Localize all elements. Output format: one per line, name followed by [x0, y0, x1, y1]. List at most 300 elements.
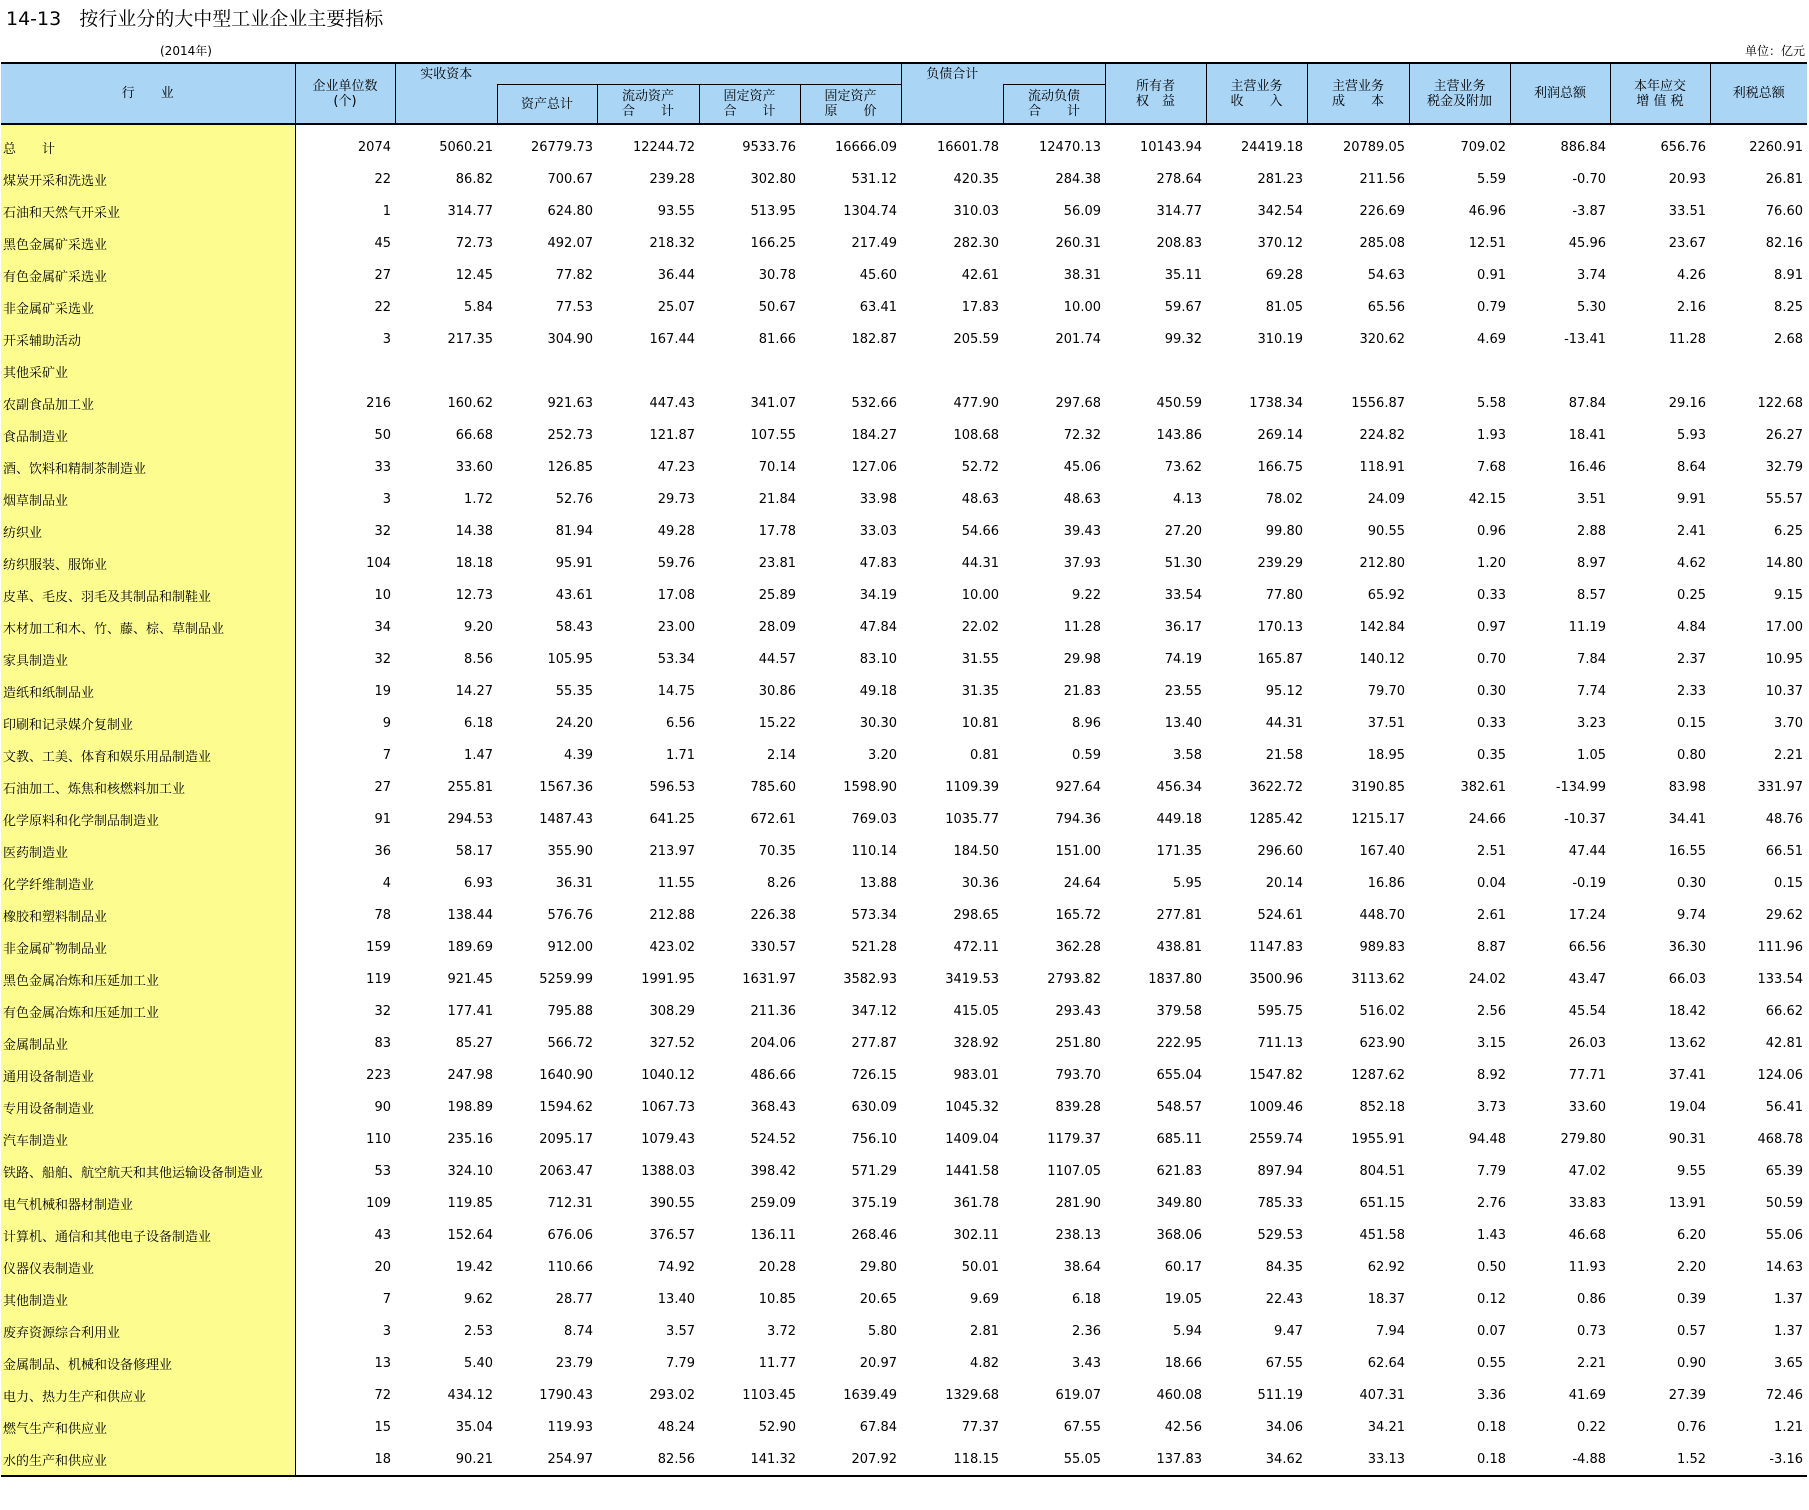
table-cell: 1991.95	[641, 971, 695, 987]
table-cell: 160.62	[447, 395, 493, 411]
table-cell: 839.28	[1055, 1099, 1101, 1115]
table-cell: 37.93	[1063, 555, 1101, 571]
table-row	[1, 1379, 1807, 1411]
table-cell: 297.68	[1055, 395, 1101, 411]
table-cell: 211.36	[750, 1003, 796, 1019]
table-row	[1, 451, 1807, 483]
table-cell: 3.58	[1173, 747, 1202, 763]
industry-name: 总 计	[1, 124, 295, 163]
header-cost: 主营业务 成 本	[1307, 63, 1409, 124]
table-cell: 79.70	[1367, 683, 1405, 699]
table-cell: 13.88	[859, 875, 897, 891]
table-cell: 22	[295, 163, 395, 195]
table-row	[1, 227, 1807, 259]
table-cell: 65.56	[1367, 299, 1405, 315]
table-cell: 5.80	[868, 1323, 897, 1339]
industry-name: 医药制造业	[1, 835, 295, 867]
table-cell: 36.44	[657, 267, 695, 283]
table-cell: 36.30	[1668, 939, 1706, 955]
table-cell: 2.21	[1577, 1355, 1606, 1371]
table-cell: 44.57	[758, 651, 796, 667]
table-cell: 50.01	[961, 1259, 999, 1275]
table-cell: 20.14	[1265, 875, 1303, 891]
table-cell: 27	[295, 771, 395, 803]
table-cell: 921.63	[547, 395, 593, 411]
table-cell: 70.35	[758, 843, 796, 859]
table-cell: 450.59	[1156, 395, 1202, 411]
table-cell: 1009.46	[1249, 1099, 1303, 1115]
table-cell: 77.82	[555, 267, 593, 283]
table-cell: 26779.73	[530, 139, 593, 155]
table-cell: 320.62	[1359, 331, 1405, 347]
table-cell: 48.24	[657, 1419, 695, 1435]
table-cell: 82.16	[1765, 235, 1803, 251]
table-cell: 9.22	[1072, 587, 1101, 603]
table-cell: 37.41	[1668, 1067, 1706, 1083]
table-cell: 95.12	[1265, 683, 1303, 699]
table-cell: 2095.17	[539, 1131, 593, 1147]
table-cell: 48.63	[1063, 491, 1101, 507]
table-cell: 24.66	[1468, 811, 1506, 827]
table-cell: 362.28	[1055, 939, 1101, 955]
indicators-table	[1, 62, 1807, 1477]
table-cell: 7	[295, 1283, 395, 1315]
industry-name: 酒、饮料和精制茶制造业	[1, 451, 295, 483]
table-cell: 655.04	[1156, 1067, 1202, 1083]
table-cell: 45.60	[859, 267, 897, 283]
table-cell: 7.74	[1577, 683, 1606, 699]
table-cell: 4.84	[1677, 619, 1706, 635]
table-cell: 13	[295, 1347, 395, 1379]
table-cell: 0.79	[1477, 299, 1506, 315]
table-cell: 1035.77	[945, 811, 999, 827]
table-cell: 531.12	[851, 171, 897, 187]
industry-name: 其他采矿业	[1, 355, 295, 387]
table-cell: 16601.78	[936, 139, 999, 155]
table-cell: 983.01	[953, 1067, 999, 1083]
table-cell: 726.15	[851, 1067, 897, 1083]
table-cell: 17.24	[1568, 907, 1606, 923]
table-cell: 119.85	[447, 1195, 493, 1211]
table-cell: 47.44	[1568, 843, 1606, 859]
table-cell: 6.93	[464, 875, 493, 891]
table-cell	[1206, 355, 1307, 387]
table-cell: 17.78	[758, 523, 796, 539]
table-cell: 9.91	[1677, 491, 1706, 507]
table-cell: 24419.18	[1240, 139, 1303, 155]
table-cell: 29.80	[859, 1259, 897, 1275]
table-row	[1, 1155, 1807, 1187]
table-cell: 415.05	[953, 1003, 999, 1019]
table-cell: 23.81	[758, 555, 796, 571]
table-cell: 10.85	[758, 1291, 796, 1307]
table-cell: 29.62	[1765, 907, 1803, 923]
table-cell: 42.15	[1468, 491, 1506, 507]
table-cell: 571.29	[851, 1163, 897, 1179]
table-row	[1, 1027, 1807, 1059]
table-cell: 19.42	[455, 1259, 493, 1275]
table-cell: 83.98	[1668, 779, 1706, 795]
table-cell: 308.29	[649, 1003, 695, 1019]
table-cell: 1790.43	[539, 1387, 593, 1403]
table-cell: 448.70	[1359, 907, 1405, 923]
table-cell: 10.95	[1765, 651, 1803, 667]
table-cell: 14.38	[455, 523, 493, 539]
table-row	[1, 771, 1807, 803]
table-cell: 5060.21	[439, 139, 493, 155]
industry-name: 黑色金属矿采选业	[1, 227, 295, 259]
table-cell: 47.84	[859, 619, 897, 635]
header-profit-tax: 利税总额	[1710, 63, 1807, 124]
table-row	[1, 899, 1807, 931]
table-cell: 46.96	[1468, 203, 1506, 219]
table-cell: 62.92	[1367, 1259, 1405, 1275]
table-cell: 81.05	[1265, 299, 1303, 315]
table-cell: 573.34	[851, 907, 897, 923]
table-cell: 785.60	[750, 779, 796, 795]
table-cell: 1631.97	[742, 971, 796, 987]
table-cell: 989.83	[1359, 939, 1405, 955]
industry-name: 纺织服装、服饰业	[1, 547, 295, 579]
table-cell: 55.06	[1765, 1227, 1803, 1243]
table-cell: 104	[295, 547, 395, 579]
table-cell: 1040.12	[641, 1067, 695, 1083]
table-cell: 282.30	[953, 235, 999, 251]
table-cell: 27.39	[1668, 1387, 1706, 1403]
table-cell: 10.37	[1765, 683, 1803, 699]
table-cell: 0.33	[1477, 715, 1506, 731]
table-cell: 43	[295, 1219, 395, 1251]
table-cell: 769.03	[851, 811, 897, 827]
table-cell: 205.59	[953, 331, 999, 347]
table-cell: 48.63	[961, 491, 999, 507]
table-cell: 11.28	[1668, 331, 1706, 347]
table-cell: 2.51	[1477, 843, 1506, 859]
table-row	[1, 739, 1807, 771]
table-cell: 29.16	[1668, 395, 1706, 411]
table-cell: 0.70	[1477, 651, 1506, 667]
header-profit: 利润总额	[1510, 63, 1610, 124]
table-cell: 6.25	[1774, 523, 1803, 539]
industry-name: 黑色金属冶炼和压延加工业	[1, 963, 295, 995]
table-cell: 0.80	[1677, 747, 1706, 763]
table-cell: 624.80	[547, 203, 593, 219]
table-cell: 7.79	[1477, 1163, 1506, 1179]
table-row	[1, 867, 1807, 899]
table-cell: 47.83	[859, 555, 897, 571]
table-cell: 211.56	[1359, 171, 1405, 187]
table-cell: 8.97	[1577, 555, 1606, 571]
table-cell: 18	[295, 1443, 395, 1476]
table-cell	[295, 355, 395, 387]
table-cell: 785.33	[1257, 1195, 1303, 1211]
table-cell: 118.15	[901, 1443, 1003, 1476]
table-cell: 25.07	[657, 299, 695, 315]
table-cell: 38.31	[1063, 267, 1101, 283]
table-cell: 12470.13	[1038, 139, 1101, 155]
industry-name: 其他制造业	[1, 1283, 295, 1315]
table-cell: 170.13	[1257, 619, 1303, 635]
table-cell: 4.39	[564, 747, 593, 763]
table-cell: 38.64	[1063, 1259, 1101, 1275]
industry-name: 燃气生产和供应业	[1, 1411, 295, 1443]
table-cell: 223	[295, 1059, 395, 1091]
table-cell: 0.91	[1477, 267, 1506, 283]
table-cell: 143.86	[1156, 427, 1202, 443]
table-cell: 12.45	[455, 267, 493, 283]
table-cell: 90.31	[1668, 1131, 1706, 1147]
table-cell: 66.03	[1668, 971, 1706, 987]
table-cell: 456.34	[1156, 779, 1202, 795]
table-cell: 2063.47	[539, 1163, 593, 1179]
table-cell: 259.09	[750, 1195, 796, 1211]
table-cell: 31.55	[961, 651, 999, 667]
table-cell: 7.84	[1577, 651, 1606, 667]
table-cell: 293.43	[1055, 1003, 1101, 1019]
industry-name: 铁路、船舶、航空航天和其他运输设备制造业	[1, 1155, 295, 1187]
table-cell: 795.88	[547, 1003, 593, 1019]
table-cell: 712.31	[547, 1195, 593, 1211]
table-cell: 3.57	[666, 1323, 695, 1339]
industry-name: 金属制品、机械和设备修理业	[1, 1347, 295, 1379]
table-cell: 294.53	[447, 811, 493, 827]
table-cell: 15.22	[758, 715, 796, 731]
table-row	[1, 1283, 1807, 1315]
table-cell: 21.83	[1063, 683, 1101, 699]
table-cell: 247.98	[447, 1067, 493, 1083]
table-cell: 1955.91	[1351, 1131, 1405, 1147]
header-total-assets: 资产总计	[497, 85, 597, 125]
table-row	[1, 1187, 1807, 1219]
table-cell: 1547.82	[1249, 1067, 1303, 1083]
table-cell: 39.43	[1063, 523, 1101, 539]
table-cell: 23.55	[1164, 683, 1202, 699]
table-cell: 198.89	[447, 1099, 493, 1115]
table-cell: 278.64	[1156, 171, 1202, 187]
table-cell: 7.79	[666, 1355, 695, 1371]
table-cell: 0.15	[1677, 715, 1706, 731]
table-cell: 66.62	[1765, 1003, 1803, 1019]
table-cell: -10.37	[1564, 811, 1606, 827]
table-cell: 90.21	[395, 1443, 497, 1476]
table-cell: 3.73	[1477, 1099, 1506, 1115]
table-cell: 166.75	[1257, 459, 1303, 475]
industry-name: 有色金属矿采选业	[1, 259, 295, 291]
table-cell: 3	[295, 1315, 395, 1347]
table-row	[1, 1219, 1807, 1251]
table-cell: 0.22	[1577, 1419, 1606, 1435]
table-cell: 52.90	[758, 1419, 796, 1435]
table-cell: 9.69	[970, 1291, 999, 1307]
table-cell: 21.58	[1265, 747, 1303, 763]
table-cell: 2260.91	[1749, 139, 1803, 155]
table-cell: 58.43	[555, 619, 593, 635]
table-cell: 302.80	[750, 171, 796, 187]
table-row	[1, 1123, 1807, 1155]
industry-name: 造纸和纸制品业	[1, 675, 295, 707]
table-cell: 94.48	[1468, 1131, 1506, 1147]
table-cell: 1837.80	[1148, 971, 1202, 987]
table-cell: 477.90	[953, 395, 999, 411]
header-fixed-assets-original: 固定资产 原 价	[800, 85, 901, 125]
table-cell: 217.35	[447, 331, 493, 347]
table-cell: 0.18	[1477, 1419, 1506, 1435]
table-cell: 5.30	[1577, 299, 1606, 315]
table-cell: 9.20	[464, 619, 493, 635]
table-cell: 14.80	[1765, 555, 1803, 571]
table-cell: 12.73	[455, 587, 493, 603]
table-cell: 0.96	[1477, 523, 1506, 539]
table-cell: 17.08	[657, 587, 695, 603]
table-cell: 16666.09	[834, 139, 897, 155]
header-tax: 主营业务 税金及附加	[1409, 63, 1510, 124]
table-cell: 9.62	[464, 1291, 493, 1307]
industry-name: 汽车制造业	[1, 1123, 295, 1155]
table-cell: 166.25	[750, 235, 796, 251]
table-cell: 0.07	[1477, 1323, 1506, 1339]
industry-name: 农副食品加工业	[1, 387, 295, 419]
table-cell: 45.06	[1063, 459, 1101, 475]
table-cell: 76.60	[1765, 203, 1803, 219]
table-cell: 204.06	[750, 1035, 796, 1051]
table-cell: 7.94	[1376, 1323, 1405, 1339]
table-cell: 355.90	[547, 843, 593, 859]
table-cell: 27.20	[1164, 523, 1202, 539]
table-cell: 513.95	[750, 203, 796, 219]
table-cell: 3.51	[1577, 491, 1606, 507]
table-cell: 213.97	[649, 843, 695, 859]
table-cell: 218.32	[649, 235, 695, 251]
table-cell: 43.47	[1568, 971, 1606, 987]
table-cell: 121.87	[649, 427, 695, 443]
table-cell: 2.88	[1577, 523, 1606, 539]
table-cell: 19	[295, 675, 395, 707]
table-cell: 201.74	[1055, 331, 1101, 347]
table-cell: 29.98	[1063, 651, 1101, 667]
table-cell: 53	[295, 1155, 395, 1187]
table-cell: 122.68	[1757, 395, 1803, 411]
table-cell: 45.96	[1568, 235, 1606, 251]
table-cell: 13.40	[1164, 715, 1202, 731]
table-cell	[1510, 355, 1610, 387]
table-cell: 398.42	[750, 1163, 796, 1179]
table-cell: 8.57	[1577, 587, 1606, 603]
table-cell: 42.56	[1164, 1419, 1202, 1435]
table-cell: 0.50	[1477, 1259, 1506, 1275]
table-cell: 55.57	[1765, 491, 1803, 507]
table-cell: 804.51	[1359, 1163, 1405, 1179]
industry-name: 电气机械和器材制造业	[1, 1187, 295, 1219]
header-revenue: 主营业务 收 入	[1206, 63, 1307, 124]
table-cell: 3.36	[1477, 1387, 1506, 1403]
table-cell: 0.81	[970, 747, 999, 763]
table-cell: 516.02	[1359, 1003, 1405, 1019]
table-cell: 81.66	[758, 331, 796, 347]
table-cell: 77.71	[1568, 1067, 1606, 1083]
table-cell: 330.57	[750, 939, 796, 955]
table-cell: 279.80	[1560, 1131, 1606, 1147]
table-cell: 260.31	[1055, 235, 1101, 251]
table-cell: 28.77	[555, 1291, 593, 1307]
table-cell: 368.06	[1156, 1227, 1202, 1243]
table-row	[1, 323, 1807, 355]
table-cell: 434.12	[447, 1387, 493, 1403]
table-cell: 34.41	[1668, 811, 1706, 827]
table-row	[1, 1443, 1807, 1476]
table-cell: 184.50	[953, 843, 999, 859]
table-cell: 171.35	[1156, 843, 1202, 859]
table-cell: 2.36	[1072, 1323, 1101, 1339]
table-cell: 8.91	[1774, 267, 1803, 283]
table-cell: 56.41	[1765, 1099, 1803, 1115]
table-cell: 78.02	[1265, 491, 1303, 507]
table-cell: 709.02	[1460, 139, 1506, 155]
table-cell: 33.54	[1164, 587, 1202, 603]
table-cell	[1307, 355, 1409, 387]
table-cell: 1.71	[666, 747, 695, 763]
table-cell: -13.41	[1564, 331, 1606, 347]
table-row	[1, 611, 1807, 643]
table-cell: 676.06	[547, 1227, 593, 1243]
table-cell: 13.91	[1668, 1195, 1706, 1211]
table-cell: 2.81	[970, 1323, 999, 1339]
table-cell: 0.15	[1774, 875, 1803, 891]
table-cell: 50.67	[758, 299, 796, 315]
table-cell: 34.62	[1206, 1443, 1307, 1476]
table-row	[1, 163, 1807, 195]
table-cell: 74.19	[1164, 651, 1202, 667]
table-cell: 207.92	[800, 1443, 901, 1476]
table-cell: 328.92	[953, 1035, 999, 1051]
table-cell: 460.08	[1156, 1387, 1202, 1403]
table-cell: 349.80	[1156, 1195, 1202, 1211]
table-cell: 226.69	[1359, 203, 1405, 219]
table-cell: 651.15	[1359, 1195, 1405, 1211]
table-cell: 1.21	[1774, 1419, 1803, 1435]
table-cell: 69.28	[1265, 267, 1303, 283]
table-cell: 1329.68	[945, 1387, 999, 1403]
table-cell: 1079.43	[641, 1131, 695, 1147]
table-cell: 382.61	[1460, 779, 1506, 795]
table-cell: 47.23	[657, 459, 695, 475]
table-cell: 10.81	[961, 715, 999, 731]
table-cell: 45	[295, 227, 395, 259]
table-cell: 3582.93	[843, 971, 897, 987]
table-cell: 576.76	[547, 907, 593, 923]
table-cell: 182.87	[851, 331, 897, 347]
table-cell: 66.51	[1765, 843, 1803, 859]
table-cell: 59.67	[1164, 299, 1202, 315]
table-cell: 111.96	[1757, 939, 1803, 955]
table-cell: 8.26	[767, 875, 796, 891]
table-cell: 794.36	[1055, 811, 1101, 827]
table-cell: 3.74	[1577, 267, 1606, 283]
table-cell: 66.68	[455, 427, 493, 443]
table-cell: 52.72	[961, 459, 999, 475]
table-cell: 4	[295, 867, 395, 899]
table-cell: 596.53	[649, 779, 695, 795]
table-cell: 711.13	[1257, 1035, 1303, 1051]
table-cell: 1.93	[1477, 427, 1506, 443]
table-body	[1, 124, 1807, 1476]
table-cell: 177.41	[447, 1003, 493, 1019]
table-cell: 281.23	[1257, 171, 1303, 187]
table-cell: 226.38	[750, 907, 796, 923]
table-cell: 1304.74	[843, 203, 897, 219]
table-cell: 4.13	[1173, 491, 1202, 507]
table-cell: 524.61	[1257, 907, 1303, 923]
table-cell: 95.91	[555, 555, 593, 571]
